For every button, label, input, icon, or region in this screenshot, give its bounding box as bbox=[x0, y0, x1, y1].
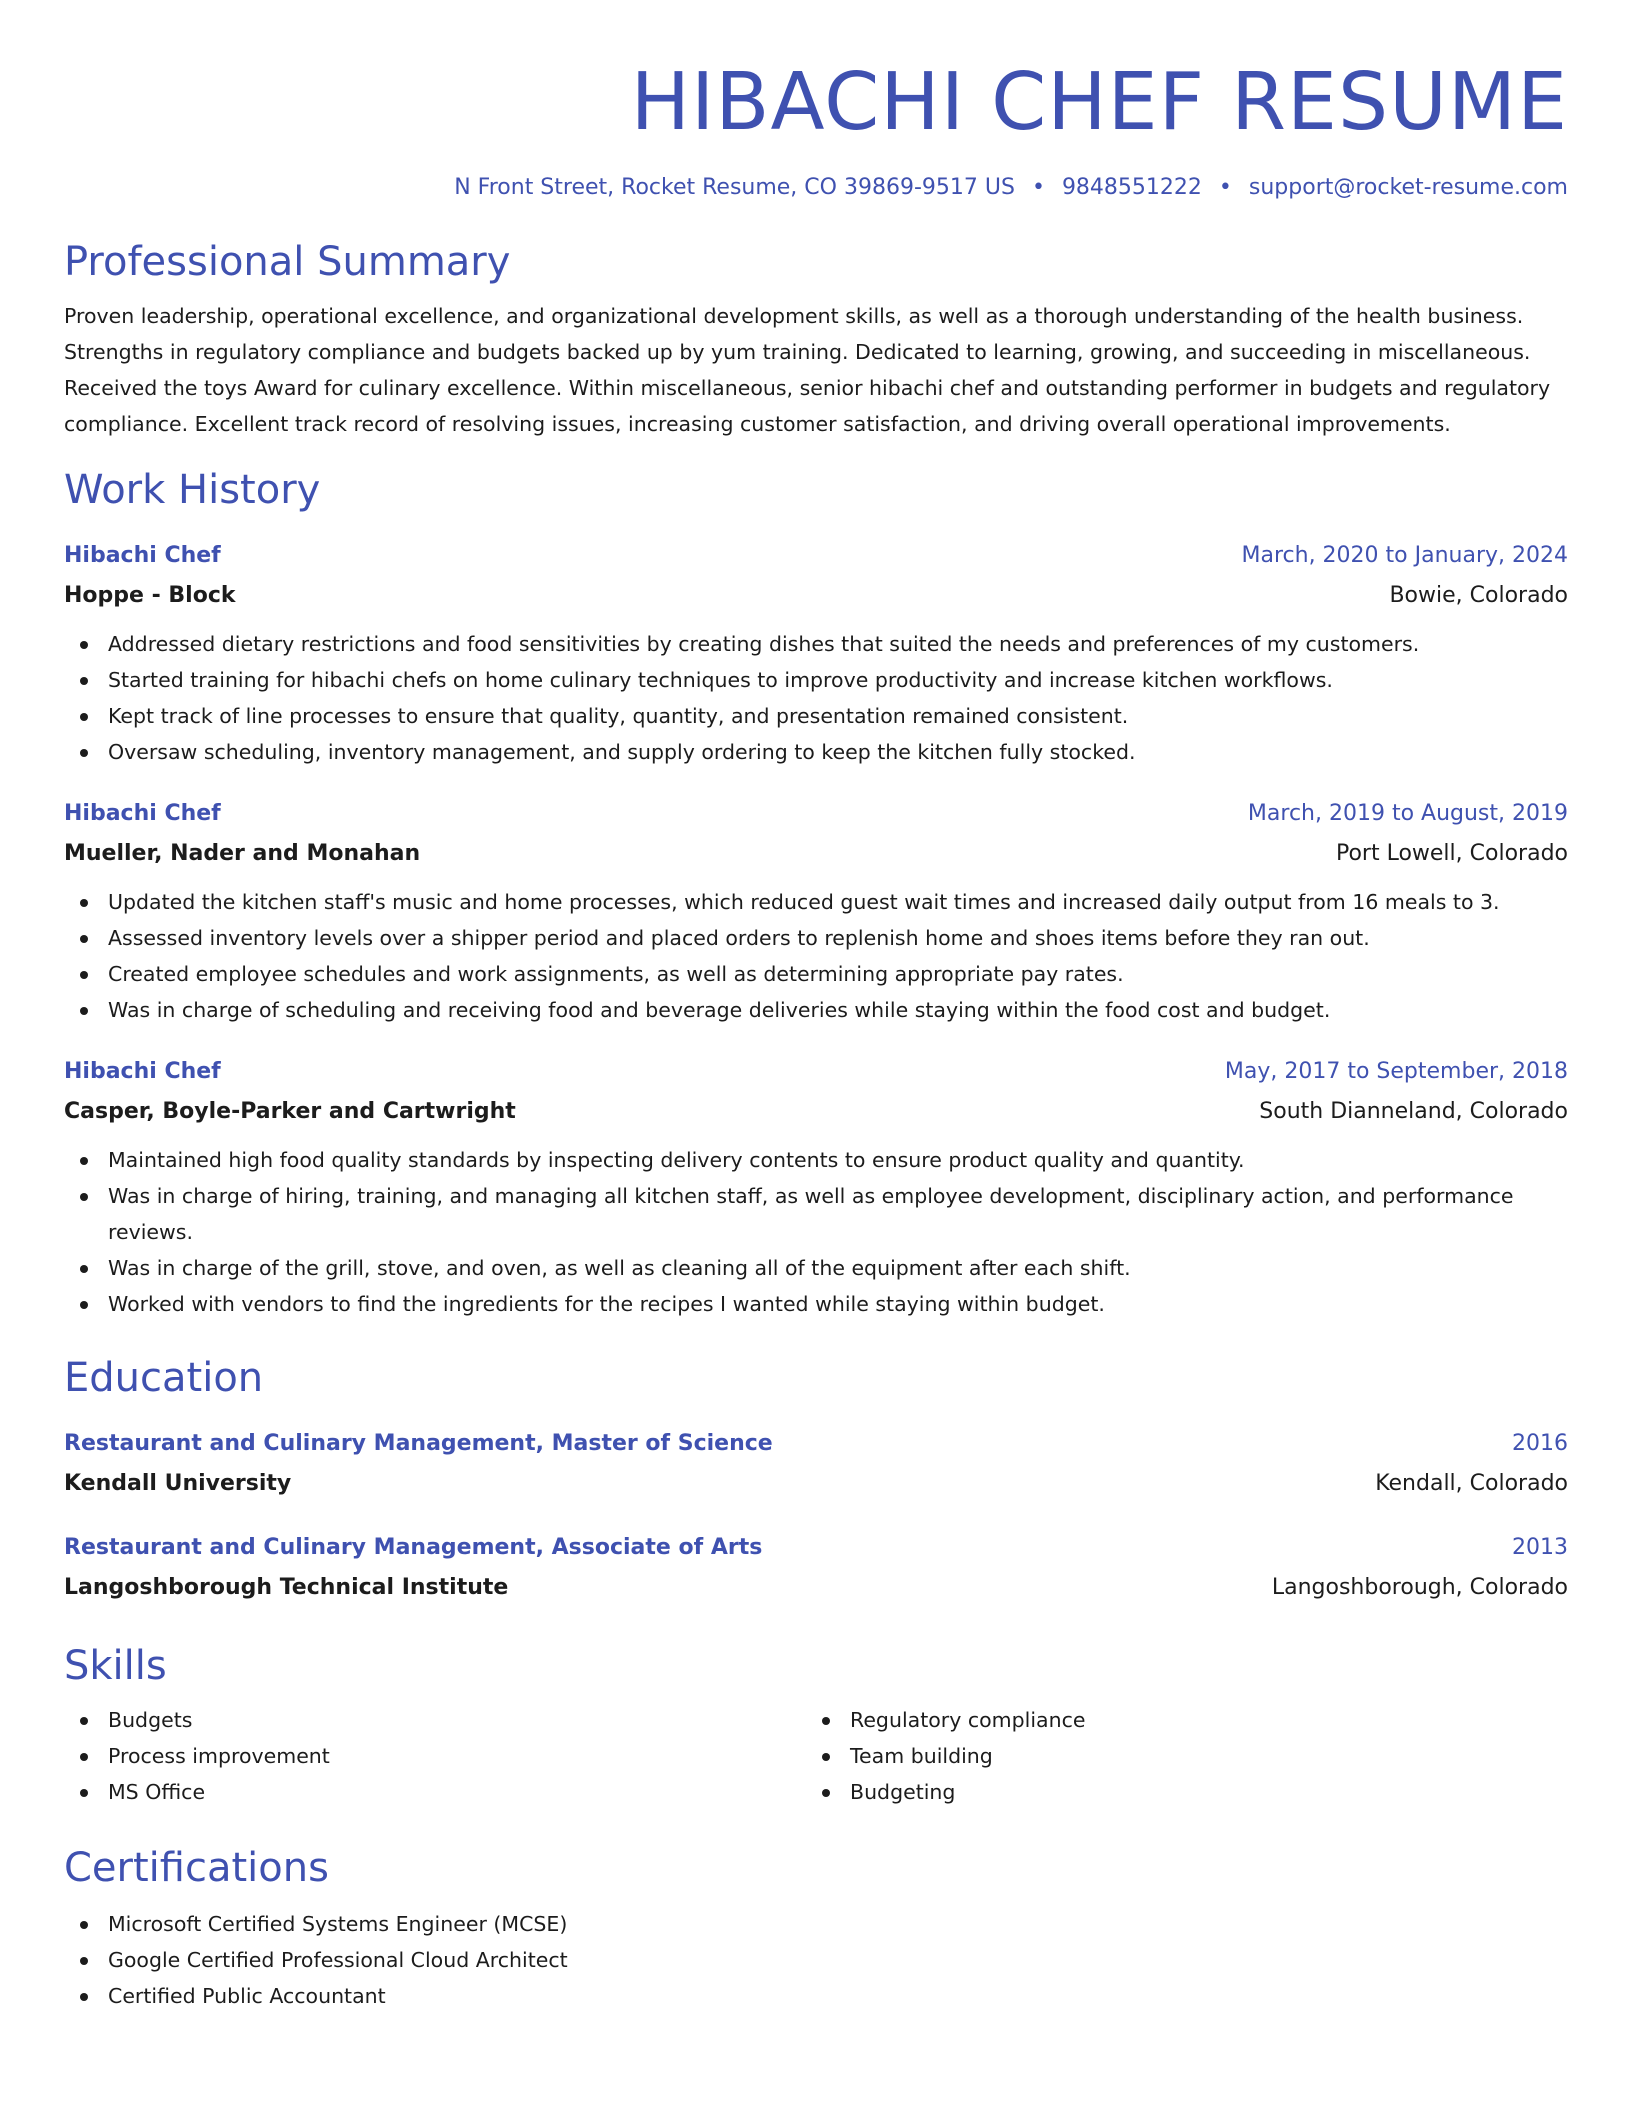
list-item: Microsoft Certified Systems Engineer (MCSE) bbox=[64, 1906, 1568, 1942]
job-location: Bowie, Colorado bbox=[1389, 583, 1568, 608]
list-item: Started training for hibachi chefs on home culinary techniques to improve productivity and increase kitchen workflows. bbox=[64, 662, 1568, 698]
resume-page bbox=[64, 52, 1568, 2014]
job-role: Hibachi Chef bbox=[64, 801, 221, 826]
summary-text: Proven leadership, operational excellence, and organizational development skills, as well as a thorough understanding of the health business. Strengths in regulatory compliance and budgets backed up by yum training. Dedicated to learning, growing, and succeeding in miscellaneous. Received the toys Award for culinary excellence. Within miscellaneous, senior hibachi chef and outstanding performer in budgets and regulatory compliance. Excellent track record of resolving issues, increasing customer satisfaction, and driving overall operational improvements. bbox=[64, 304, 1551, 436]
job-dates: March, 2020 to January, 2024 bbox=[1241, 543, 1568, 568]
list-item: Was in charge of scheduling and receiving food and beverage deliveries while staying within the food cost and budget. bbox=[64, 992, 1568, 1028]
list-item: Kept track of line processes to ensure that quality, quantity, and presentation remained consistent. bbox=[64, 698, 1568, 734]
separator-dot: • bbox=[1218, 175, 1232, 200]
contact-line bbox=[64, 172, 1568, 204]
job-role: Hibachi Chef bbox=[64, 1059, 221, 1084]
education-entry bbox=[64, 1424, 1568, 1504]
job-entry bbox=[64, 794, 1568, 1028]
skills-heading: Skills bbox=[64, 1643, 167, 1689]
job-company: Mueller, Nader and Monahan bbox=[64, 841, 421, 866]
school-location: Kendall, Colorado bbox=[1375, 1471, 1568, 1496]
list-item: Google Certified Professional Cloud Architect bbox=[64, 1942, 1568, 1978]
summary-heading: Professional Summary bbox=[64, 239, 511, 285]
job-entry bbox=[64, 1052, 1568, 1322]
job-location: Port Lowell, Colorado bbox=[1335, 841, 1568, 866]
list-item: Worked with vendors to find the ingredients for the recipes I wanted while staying within budget. bbox=[64, 1286, 1568, 1322]
job-bullets bbox=[64, 884, 1568, 1028]
job-bullets bbox=[64, 626, 1568, 770]
list-item: Assessed inventory levels over a shipper period and placed orders to replenish home and shoes items before they ran out. bbox=[64, 920, 1568, 956]
school-name: Langoshborough Technical Institute bbox=[64, 1575, 509, 1600]
job-location: South Dianneland, Colorado bbox=[1259, 1099, 1568, 1124]
list-item: Oversaw scheduling, inventory management, and supply ordering to keep the kitchen fully stocked. bbox=[64, 734, 1568, 770]
phone-text: 9848551222 bbox=[1061, 175, 1202, 200]
job-role: Hibachi Chef bbox=[64, 543, 221, 568]
work-history-heading: Work History bbox=[64, 467, 321, 513]
certifications-list bbox=[64, 1906, 1568, 2014]
list-item: Budgets bbox=[64, 1702, 806, 1738]
job-dates: May, 2017 to September, 2018 bbox=[1224, 1059, 1568, 1084]
school-name: Kendall University bbox=[64, 1471, 292, 1496]
skills-list-right bbox=[806, 1702, 1548, 1810]
list-item: Maintained high food quality standards by inspecting delivery contents to ensure product quality and quantity. bbox=[64, 1142, 1568, 1178]
job-bullets bbox=[64, 1142, 1568, 1322]
list-item: Was in charge of the grill, stove, and oven, as well as cleaning all of the equipment after each shift. bbox=[64, 1250, 1568, 1286]
list-item: Addressed dietary restrictions and food sensitivities by creating dishes that suited the needs and preferences of my customers. bbox=[64, 626, 1568, 662]
education-heading: Education bbox=[64, 1355, 264, 1401]
job-company: Casper, Boyle-Parker and Cartwright bbox=[64, 1099, 516, 1124]
education-entry bbox=[64, 1528, 1568, 1608]
job-company: Hoppe - Block bbox=[64, 583, 236, 608]
degree-title: Restaurant and Culinary Management, Master of Science bbox=[64, 1431, 773, 1456]
list-item: Regulatory compliance bbox=[806, 1702, 1548, 1738]
resume-title: HIBACHI CHEF RESUME bbox=[630, 56, 1568, 148]
skills-grid bbox=[64, 1702, 1568, 1810]
list-item: Team building bbox=[806, 1738, 1548, 1774]
list-item: Budgeting bbox=[806, 1774, 1548, 1810]
degree-year: 2016 bbox=[1512, 1431, 1568, 1456]
list-item: MS Office bbox=[64, 1774, 806, 1810]
degree-year: 2013 bbox=[1512, 1535, 1568, 1560]
certifications-heading: Certifications bbox=[64, 1845, 329, 1891]
job-dates: March, 2019 to August, 2019 bbox=[1247, 801, 1568, 826]
list-item: Certified Public Accountant bbox=[64, 1978, 1568, 2014]
list-item: Created employee schedules and work assignments, as well as determining appropriate pay rates. bbox=[64, 956, 1568, 992]
degree-title: Restaurant and Culinary Management, Associate of Arts bbox=[64, 1535, 763, 1560]
list-item: Process improvement bbox=[64, 1738, 806, 1774]
skills-list-left bbox=[64, 1702, 806, 1810]
job-entry bbox=[64, 536, 1568, 770]
email-text: support@rocket-resume.com bbox=[1248, 175, 1568, 200]
separator-dot: • bbox=[1031, 175, 1045, 200]
address-text: N Front Street, Rocket Resume, CO 39869-9517 US bbox=[454, 175, 1015, 200]
list-item: Updated the kitchen staff's music and home processes, which reduced guest wait times and increased daily output from 16 meals to 3. bbox=[64, 884, 1568, 920]
school-location: Langoshborough, Colorado bbox=[1271, 1575, 1568, 1600]
list-item: Was in charge of hiring, training, and managing all kitchen staff, as well as employee development, disciplinary action, and performance reviews. bbox=[64, 1178, 1568, 1250]
